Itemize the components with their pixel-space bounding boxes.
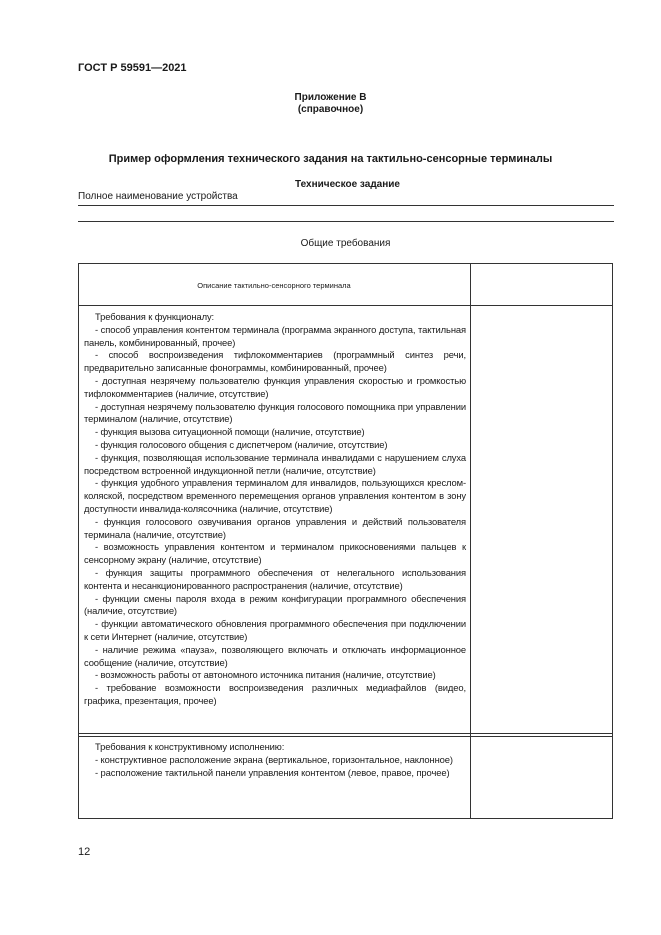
list-item: - доступная незрячему пользователю функция управления скоростью и громкостью тифлокомментариев (наличие, отсутствие) bbox=[84, 374, 466, 399]
document-title: Пример оформления технического задания на тактильно-сенсорные терминалы bbox=[108, 153, 553, 165]
list-item: - функция голосового общения с диспетчером (наличие, отсутствие) bbox=[95, 438, 388, 450]
list-item: - функции смены пароля входа в режим конфигурации программного обеспечения (наличие, отсутствие) bbox=[84, 592, 466, 617]
table-header-description: Описание тактильно-сенсорного терминала bbox=[197, 281, 351, 290]
constructive-requirements-heading: Требования к конструктивному исполнению: bbox=[95, 741, 285, 752]
page-number: 12 bbox=[78, 846, 91, 858]
list-item: - конструктивное расположение экрана (вертикальное, горизонтальное, наклонное) bbox=[95, 753, 453, 765]
functional-requirements-heading: Требования к функционалу: bbox=[95, 311, 215, 322]
list-item: - функция вызова ситуационной помощи (наличие, отсутствие) bbox=[95, 426, 365, 438]
list-item: - функция голосового озвучивания органов управления и действий пользователя терминала (наличие, отсутствие) bbox=[84, 515, 466, 540]
list-item: - способ управления контентом терминала (программа экранного доступа, тактильная панель, комбинированный, прочее) bbox=[84, 323, 466, 348]
general-requirements-heading: Общие требования bbox=[300, 238, 391, 249]
list-item: - расположение тактильной панели управления контентом (левое, правое, прочее) bbox=[95, 766, 450, 778]
list-item: - наличие режима «пауза», позволяющего включать и отключать информационное сообщение (наличие, отсутствие) bbox=[84, 643, 466, 668]
annex-type: (справочное) bbox=[297, 104, 364, 115]
device-name-underline bbox=[78, 205, 614, 206]
list-item: - способ воспроизведения тифлокомментариев (программный синтез речи, предварительно записанные фонограммы, комбинированный, прочее) bbox=[84, 349, 466, 374]
list-item: - функция удобного управления терминалом для инвалидов, пользующихся креслом-коляской, посредством временного перемещения органов управления контентом в зону доступности инвалида-колясочника (наличие, отсутствие) bbox=[84, 477, 466, 514]
list-item: - требование возможности воспроизведения различных медиафайлов (видео, графика, презентация, прочее) bbox=[84, 682, 466, 706]
list-item: - функция защиты программного обеспечения от нелегального использования контента и несанкционированного распространения (наличие, отсутствие) bbox=[84, 566, 466, 591]
table-row-divider bbox=[78, 733, 613, 734]
functional-requirements-cell bbox=[84, 311, 466, 708]
list-item: - функция, позволяющая использование терминала инвалидами с нарушением слуха посредством встроенной индукционной петли (наличие, отсутствие) bbox=[84, 451, 466, 476]
blank-line-divider bbox=[78, 221, 614, 222]
list-item: - доступная незрячему пользователю функция голосового помощника при управлении терминалом (наличие, отсутствие) bbox=[84, 400, 466, 425]
standard-code: ГОСТ Р 59591—2021 bbox=[78, 62, 187, 74]
list-item: - функции автоматического обновления программного обеспечения при подключении к сети Интернет (наличие, отсутствие) bbox=[84, 618, 466, 642]
document-subtitle: Техническое задание bbox=[295, 179, 400, 190]
list-item: - возможность работы от автономного источника питания (наличие, отсутствие) bbox=[95, 669, 436, 681]
device-name-label: Полное наименование устройства bbox=[78, 191, 238, 202]
annex-title: Приложение В bbox=[294, 92, 367, 103]
table-row-divider-double bbox=[78, 736, 613, 737]
list-item: - возможность управления контентом и терминалом прикосновениями пальцев к сенсорному экрану (наличие, отсутствие) bbox=[84, 541, 466, 566]
table-header-divider bbox=[78, 305, 613, 306]
constructive-requirements-cell bbox=[84, 741, 466, 779]
